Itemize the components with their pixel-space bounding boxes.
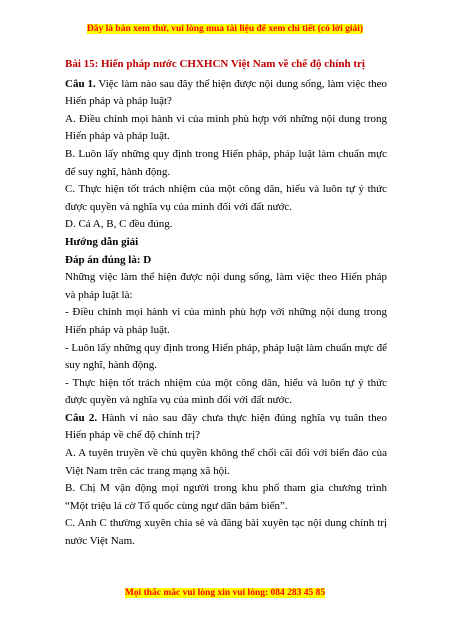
preview-notice-banner (0, 24, 450, 34)
document-body (65, 56, 387, 551)
guide-point-3: - Thực hiện tốt trách nhiệm của một công dân, hiểu và luôn tự ý thức được quyền và nghĩa vụ của mình đối với đất nước. (65, 376, 387, 407)
guide-heading: Hướng dẫn giải (65, 235, 139, 248)
question-2-label: Câu 2. (65, 411, 98, 424)
question-2 (65, 410, 387, 445)
preview-notice-text: Đây là bản xem thử, vui lòng mua tài liệu để xem chi tiết (có lời giải) (86, 24, 364, 34)
question-1-text: Việc làm nào sau đây thể hiện được nội dung sống, làm việc theo Hiến pháp và pháp luật? (65, 77, 387, 108)
contact-footer-banner (0, 588, 450, 598)
question-1-option-d: D. Cả A, B, C đều đúng. (65, 218, 173, 231)
question-1-option-b: B. Luôn lấy những quy định trong Hiến pháp, pháp luật làm chuẩn mực để suy nghĩ, hành động. (65, 147, 387, 178)
question-1 (65, 76, 387, 111)
question-1-label: Câu 1. (65, 77, 96, 90)
contact-footer-text: Mọi thắc mắc vui lòng xin vui lòng: 084 283 45 85 (124, 588, 326, 598)
guide-point-2: - Luôn lấy những quy định trong Hiến pháp, pháp luật làm chuẩn mực để suy nghĩ, hành động. (65, 341, 387, 372)
guide-intro: Những việc làm thể hiện được nội dung sống, làm việc theo Hiến pháp và pháp luật là: (65, 271, 387, 301)
question-2-option-b: B. Chị M vận động mọi người trong khu phố tham gia chương trình “Một triệu lá cờ Tổ quốc cùng ngư dân bám biển”. (65, 482, 387, 512)
question-2-option-a: A. A tuyên truyền về chủ quyền không thể chối cãi đối với biển đảo của Việt Nam trên các trang mạng xã hội. (65, 447, 387, 477)
question-1-option-a: A. Điều chỉnh mọi hành vi của mình phù hợp với những nội dung trong Hiến pháp và pháp luật. (65, 112, 387, 143)
guide-point-1: - Điều chỉnh mọi hành vi của mình phù hợp với những nội dung trong Hiến pháp và pháp luật. (65, 306, 387, 336)
lesson-title: Bài 15: Hiến pháp nước CHXHCN Việt Nam về chế độ chính trị (65, 58, 365, 70)
question-2-option-c: C. Anh C thường xuyên chia sẻ và đăng bài xuyên tạc nội dung chính trị nước Việt Nam. (65, 517, 387, 548)
question-2-text: Hành vi nào sau đây chưa thực hiện đúng nghĩa vụ tuân theo Hiến pháp về chế độ chính trị? (65, 411, 387, 442)
question-1-option-c: C. Thực hiện tốt trách nhiệm của một công dân, hiểu và luôn tự ý thức được quyền và nghĩa vụ của mình đối với đất nước. (65, 183, 387, 213)
answer-line: Đáp án đúng là: D (65, 253, 152, 266)
